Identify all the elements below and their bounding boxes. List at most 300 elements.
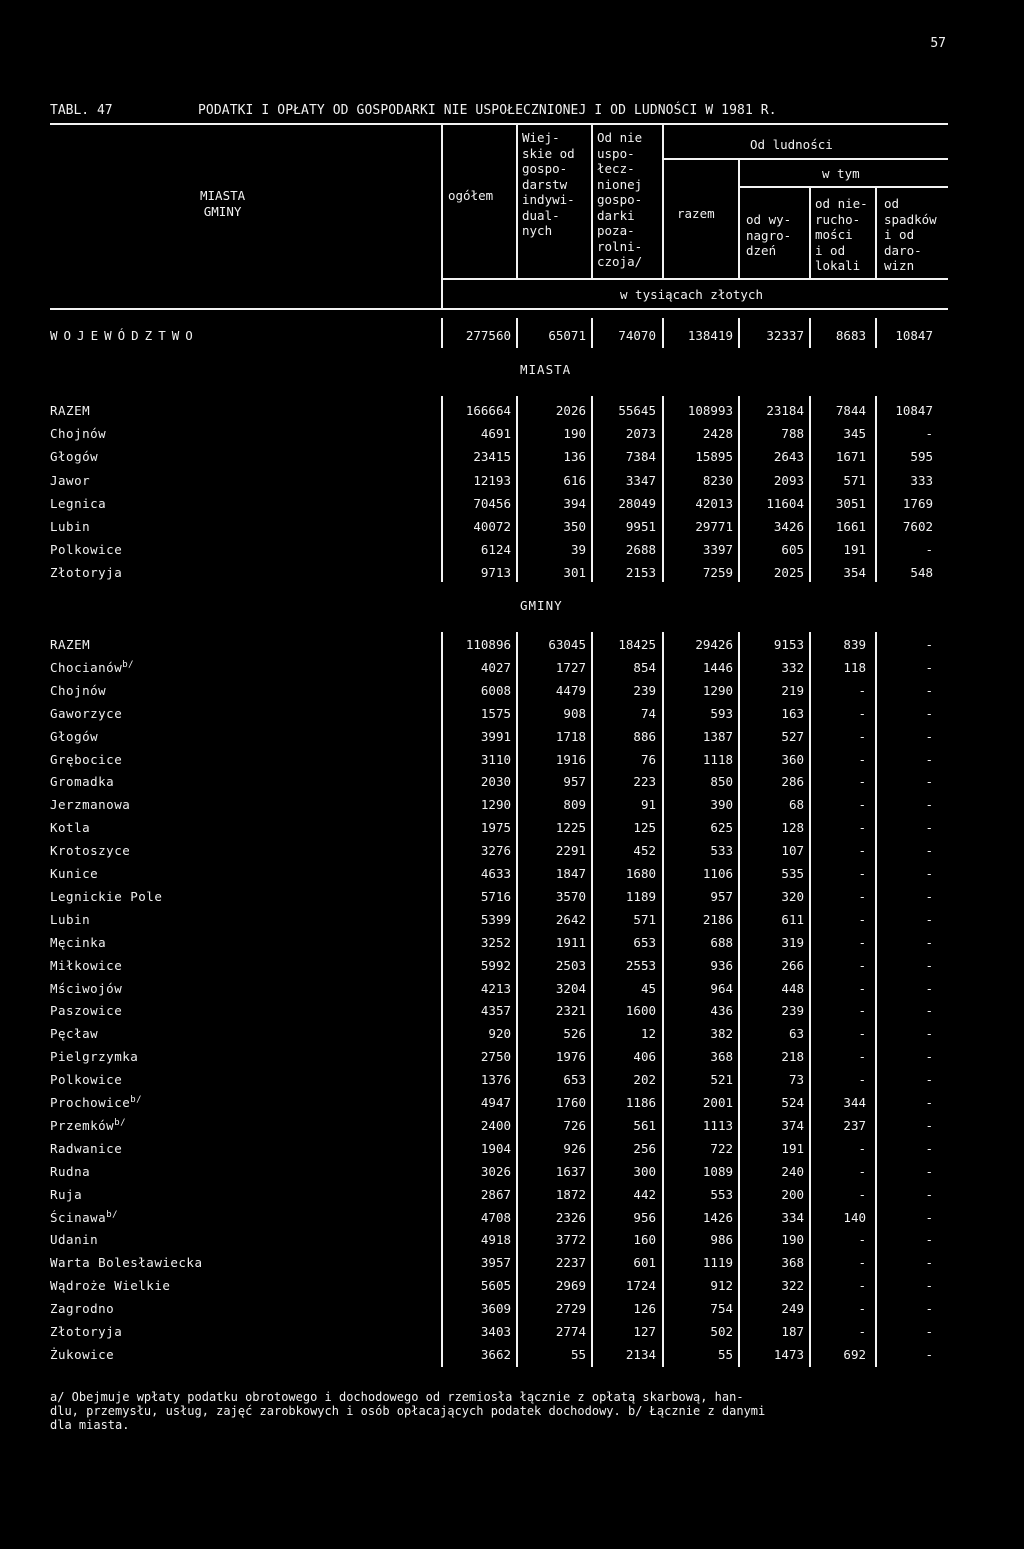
gmina-row-name-text: Udanin	[50, 1232, 99, 1248]
gmina-row-name-text: Męcinka	[50, 934, 107, 950]
gmina-row-cell: -	[925, 843, 933, 859]
town-row-cell: 7602	[902, 519, 933, 534]
gmina-row-cell: 286	[781, 774, 804, 790]
gmina-row-cell: 237	[843, 1117, 866, 1133]
gmina-row-cell: -	[858, 1278, 866, 1294]
gmina-row-cell: 6008	[480, 682, 511, 698]
gmina-row-cell: 322	[781, 1278, 804, 1294]
town-row-cell: 23184	[766, 403, 804, 418]
gmina-row-cell: -	[858, 1163, 866, 1179]
gmina-row-cell: 1847	[555, 866, 586, 881]
header-col-divider	[738, 160, 740, 278]
town-row-name-text: Głogów	[50, 449, 99, 465]
gmina-row-name-text: Zagrodno	[50, 1301, 115, 1317]
gmina-row-name	[50, 1026, 98, 1041]
gmina-row-cell: 4918	[480, 1232, 511, 1248]
gmina-row-cell: 3252	[480, 934, 511, 950]
gmina-row-name	[50, 1232, 98, 1247]
gmina-row-name	[50, 1347, 114, 1362]
gmina-row-cell: 140	[843, 1209, 866, 1225]
header-col-divider	[441, 125, 443, 308]
voivodeship-cell: 10847	[895, 328, 933, 343]
header-od-nieuspolecznionej: Od nie uspo- łecz- nionej gospo- darki poza- rolni- czoja/	[597, 130, 643, 269]
gmina-row-cell: 125	[633, 820, 656, 836]
gmina-row-cell: -	[925, 820, 933, 836]
gmina-row-cell: 3204	[555, 980, 586, 996]
gmina-row-name	[50, 1324, 122, 1339]
gmina-row-cell: -	[925, 1186, 933, 1202]
gmina-row-cell: 571	[633, 911, 656, 927]
gmina-row-name	[50, 1164, 90, 1179]
gmina-row-cell: 5399	[480, 911, 511, 927]
gmina-row-cell: 1089	[702, 1163, 733, 1179]
town-row-cell: 301	[563, 565, 586, 581]
gmina-row-cell: 219	[781, 682, 804, 698]
town-row-cell: 2025	[773, 565, 804, 581]
gmina-row-cell: 320	[781, 888, 804, 904]
gmina-row-cell: 74	[640, 705, 656, 721]
gmina-row-cell: 1290	[480, 797, 511, 813]
gmina-row-cell: 688	[710, 934, 733, 950]
gmina-row-cell: 854	[633, 659, 656, 675]
town-row-cell: 354	[843, 565, 866, 581]
gmina-row-cell: -	[858, 911, 866, 927]
voivodeship-cell: 65071	[548, 328, 586, 343]
gmina-row-cell: -	[858, 888, 866, 904]
gmina-row-cell: 593	[710, 705, 733, 721]
gmina-row-name-text: Rudna	[50, 1163, 91, 1179]
town-row-cell: 9713	[480, 565, 511, 581]
gmina-row-footnote-mark: b/	[106, 1209, 119, 1220]
gmina-row-cell: 332	[781, 659, 804, 675]
gmina-row-name	[50, 774, 114, 789]
gmina-row-cell: 2326	[555, 1209, 586, 1225]
town-row-cell: 1671	[835, 449, 866, 465]
town-row-cell: 7384	[625, 449, 656, 465]
town-row-cell: 548	[910, 565, 933, 581]
town-row-cell: 394	[563, 495, 586, 511]
voivodeship-cell: 138419	[687, 328, 733, 343]
gmina-row-cell: 436	[710, 1003, 733, 1019]
gmina-row-cell: -	[925, 1278, 933, 1294]
gmina-row-cell: 163	[781, 705, 804, 721]
header-stub: MIASTA GMINY	[200, 188, 246, 219]
gmina-row-cell: -	[858, 1186, 866, 1202]
gmina-row-cell: 1376	[480, 1072, 511, 1088]
town-row-name	[50, 519, 90, 534]
gmina-row-cell: -	[925, 888, 933, 904]
gmina-row-cell: 9153	[773, 637, 804, 652]
town-row-cell: 2688	[625, 542, 656, 558]
gmina-row-cell: -	[925, 957, 933, 973]
town-row-cell: 8230	[702, 472, 733, 488]
gmina-row-name-text: RAZEM	[50, 637, 91, 652]
gmina-row-cell: -	[925, 1255, 933, 1271]
gmina-row-cell: -	[925, 1163, 933, 1179]
gmina-row-cell: 4633	[480, 866, 511, 881]
gmina-row-cell: -	[925, 911, 933, 927]
gmina-row-name-text: Legnickie Pole	[50, 888, 163, 904]
gmina-row-name	[50, 1049, 138, 1064]
header-col-divider	[875, 188, 877, 278]
gmina-row-cell: 3957	[480, 1255, 511, 1271]
town-row-cell: 3426	[773, 519, 804, 534]
gmina-row-name-text: Paszowice	[50, 1003, 123, 1019]
gmina-row-cell: 1976	[555, 1049, 586, 1065]
gmina-row-name	[50, 935, 106, 950]
gmina-row-cell: 2553	[625, 957, 656, 973]
gmina-row-cell: 2237	[555, 1255, 586, 1271]
gmina-row-cell: -	[925, 980, 933, 996]
town-row-cell: 2093	[773, 472, 804, 488]
gmina-row-cell: 5716	[480, 888, 511, 904]
gmina-row-name	[50, 820, 90, 835]
gmina-row-cell: 319	[781, 934, 804, 950]
town-row-cell: 2153	[625, 565, 656, 581]
gmina-row-name	[50, 1187, 82, 1202]
header-wynagrodzen: od wy- nagro- dzeń	[746, 212, 792, 258]
gmina-row-cell: 754	[710, 1301, 733, 1317]
gmina-row-cell: -	[925, 751, 933, 767]
gmina-row-cell: -	[925, 1324, 933, 1339]
town-row-cell: 136	[563, 449, 586, 465]
gmina-row-name-text: Grębocice	[50, 751, 123, 767]
gmina-row-cell: -	[925, 637, 933, 652]
gmina-row-cell: -	[925, 1095, 933, 1110]
gmina-row-name	[50, 637, 90, 652]
gmina-row-cell: -	[925, 1346, 933, 1362]
gmina-row-cell: 2969	[555, 1278, 586, 1294]
town-row-cell: 7259	[702, 565, 733, 581]
gmina-row-cell: 127	[633, 1324, 656, 1339]
gmina-row-cell: 986	[710, 1232, 733, 1248]
gmina-row-cell: 187	[781, 1324, 804, 1339]
gmina-row-cell: 926	[563, 1140, 586, 1156]
town-row-cell: 55645	[618, 403, 656, 418]
gmina-row-cell: 533	[710, 843, 733, 859]
town-row-cell: 345	[843, 426, 866, 442]
gmina-row-name-text: Miłkowice	[50, 957, 123, 973]
ludnosci-rule	[662, 158, 948, 160]
gmina-row-name-text: Mściwojów	[50, 980, 123, 996]
gmina-row-name-text: Krotoszyce	[50, 843, 131, 859]
header-w-tym: w tym	[822, 166, 860, 181]
town-row-cell: 11604	[766, 495, 804, 511]
gmina-row-cell: 1290	[702, 682, 733, 698]
voivodeship-cell: 8683	[835, 328, 866, 343]
gmina-row-cell: 3991	[480, 728, 511, 744]
town-row-cell: 616	[563, 472, 586, 488]
gmina-row-cell: -	[925, 797, 933, 813]
gmina-row-name-text: Radwanice	[50, 1140, 123, 1156]
gmina-row-cell: 239	[633, 682, 656, 698]
gmina-row-cell: 1904	[480, 1140, 511, 1156]
gmina-row-cell: 850	[710, 774, 733, 790]
gmina-row-cell: 1911	[555, 934, 586, 950]
gmina-row-cell: 4708	[480, 1209, 511, 1225]
gmina-row-cell: 1600	[625, 1003, 656, 1019]
gmina-row-cell: 73	[788, 1072, 804, 1088]
gmina-row-name	[50, 1141, 122, 1156]
gmina-row-cell: -	[858, 1049, 866, 1065]
town-row-cell: 15895	[695, 449, 733, 465]
gmina-row-cell: 2400	[480, 1117, 511, 1133]
gmina-row-cell: 249	[781, 1301, 804, 1317]
gmina-row-cell: 240	[781, 1163, 804, 1179]
gmina-row-name-text: Gromadka	[50, 774, 115, 790]
gmina-row-cell: 1113	[702, 1117, 733, 1133]
gmina-row-footnote-mark: b/	[130, 1095, 143, 1105]
gmina-row-cell: -	[858, 1324, 866, 1339]
gmina-row-cell: 527	[781, 728, 804, 744]
header-ogolem: ogółem	[448, 188, 494, 203]
gmina-row-cell: 2001	[702, 1095, 733, 1110]
header-unit: w tysiącach złotych	[620, 287, 763, 302]
gmina-row-name-text: Kotla	[50, 820, 91, 836]
gmina-row-name-text: Polkowice	[50, 1072, 123, 1088]
gmina-row-cell: 920	[488, 1026, 511, 1042]
gmina-row-cell: -	[858, 957, 866, 973]
gmina-row-cell: -	[925, 1117, 933, 1133]
town-row-name	[50, 473, 90, 488]
town-row-cell: 29771	[695, 519, 733, 534]
gmina-row-cell: -	[925, 1072, 933, 1088]
gmina-row-name-text: Kunice	[50, 866, 99, 881]
gmina-row-name	[50, 797, 130, 812]
gmina-row-cell: 2291	[555, 843, 586, 859]
gmina-row-cell: 1186	[625, 1095, 656, 1110]
gmina-row-name-text: Chojnów	[50, 682, 107, 698]
gmina-row-cell: 1575	[480, 705, 511, 721]
gmina-row-cell: -	[858, 980, 866, 996]
town-row-name	[50, 403, 90, 418]
gmina-row-cell: -	[858, 1003, 866, 1019]
town-row-cell: -	[925, 542, 933, 558]
gmina-row-name-text: Ścinawa	[50, 1209, 107, 1225]
gmina-row-name	[50, 889, 162, 904]
gmina-row-cell: 191	[781, 1140, 804, 1156]
town-row-cell: 166664	[465, 403, 511, 418]
gmina-row-cell: 2750	[480, 1049, 511, 1065]
table-title: PODATKI I OPŁATY OD GOSPODARKI NIE USPOŁECZNIONEJ I OD LUDNOŚCI W 1981 R.	[198, 103, 777, 118]
town-row-cell: 605	[781, 542, 804, 558]
gmina-row-cell: 218	[781, 1049, 804, 1065]
gmina-row-cell: 1189	[625, 888, 656, 904]
gmina-row-cell: -	[858, 1301, 866, 1317]
town-row-cell: 2026	[555, 403, 586, 418]
header-od-ludnosci: Od ludności	[750, 137, 833, 152]
gmina-row-cell: 726	[563, 1117, 586, 1133]
gmina-row-name-text: Pęcław	[50, 1026, 99, 1042]
gmina-row-cell: 29426	[695, 637, 733, 652]
gmina-row-cell: -	[925, 728, 933, 744]
gmina-row-cell: 368	[781, 1255, 804, 1271]
town-row-cell: 3397	[702, 542, 733, 558]
gmina-row-cell: -	[858, 1026, 866, 1042]
gmina-row-cell: 1724	[625, 1278, 656, 1294]
gmina-row-cell: 653	[563, 1072, 586, 1088]
town-row-cell: 595	[910, 449, 933, 465]
gmina-row-cell: 957	[563, 774, 586, 790]
gmina-row-cell: 55	[717, 1346, 733, 1362]
gmina-row-cell: 1718	[555, 728, 586, 744]
town-row-cell: 6124	[480, 542, 511, 558]
gmina-row-cell: 3026	[480, 1163, 511, 1179]
gmina-row-name	[50, 1095, 142, 1110]
gmina-row-cell: 1637	[555, 1163, 586, 1179]
gmina-row-cell: -	[925, 682, 933, 698]
town-row-name-text: RAZEM	[50, 403, 91, 418]
gmina-row-cell: -	[858, 1072, 866, 1088]
gmina-row-cell: 442	[633, 1186, 656, 1202]
gmina-row-cell: 118	[843, 659, 866, 675]
gmina-row-cell: 692	[843, 1346, 866, 1362]
town-row-cell: 3347	[625, 472, 656, 488]
gmina-row-name-text: Gaworzyce	[50, 705, 123, 721]
gmina-row-cell: -	[925, 1301, 933, 1317]
gmina-row-cell: 553	[710, 1186, 733, 1202]
gmina-row-cell: 2867	[480, 1186, 511, 1202]
header-col-divider	[809, 188, 811, 278]
gmina-row-cell: 535	[781, 866, 804, 881]
town-row-cell: 3051	[835, 495, 866, 511]
gmina-row-cell: 3772	[555, 1232, 586, 1248]
gmina-row-cell: 1426	[702, 1209, 733, 1225]
gmina-row-cell: 107	[781, 843, 804, 859]
town-row-cell: 108993	[687, 403, 733, 418]
gmina-row-cell: -	[858, 751, 866, 767]
town-row-name-text: Chojnów	[50, 426, 107, 442]
gmina-row-name	[50, 729, 98, 744]
town-row-name	[50, 542, 122, 557]
gmina-row-cell: 4479	[555, 682, 586, 698]
town-row-cell: 2073	[625, 426, 656, 442]
gmina-row-cell: 452	[633, 843, 656, 859]
town-row-cell: 191	[843, 542, 866, 558]
gmina-row-cell: -	[858, 728, 866, 744]
gmina-row-cell: 256	[633, 1140, 656, 1156]
town-row-name	[50, 449, 98, 464]
header-spadkow: od spadków i od daro- wizn	[884, 196, 937, 273]
gmina-row-name-text: Żukowice	[50, 1346, 115, 1362]
gmina-row-name	[50, 706, 122, 721]
gmina-row-cell: 2321	[555, 1003, 586, 1019]
town-row-cell: 2643	[773, 449, 804, 465]
voivodeship-cell: 74070	[618, 328, 656, 343]
gmina-row-cell: 2503	[555, 957, 586, 973]
gmina-row-name	[50, 1278, 170, 1293]
gmina-row-cell: -	[858, 843, 866, 859]
unit-rule	[441, 278, 948, 280]
gmina-row-cell: 2642	[555, 911, 586, 927]
town-row-name-text: Polkowice	[50, 542, 123, 558]
gmina-row-cell: 300	[633, 1163, 656, 1179]
gmina-row-name-text: Przemków	[50, 1118, 115, 1134]
wtym-rule	[738, 186, 948, 188]
town-row-cell: 350	[563, 519, 586, 534]
gmina-row-cell: 160	[633, 1232, 656, 1248]
gmina-row-name	[50, 1072, 122, 1087]
gmina-row-name	[50, 1210, 118, 1225]
town-row-cell: 7844	[835, 403, 866, 418]
gmina-row-cell: 334	[781, 1209, 804, 1225]
gmina-row-name-text: Wądroże Wielkie	[50, 1278, 171, 1294]
town-row-cell: 12193	[473, 472, 511, 488]
town-row-name	[50, 565, 122, 580]
town-row-cell: 1661	[835, 519, 866, 534]
header-top-rule	[50, 123, 948, 125]
town-row-cell: 4691	[480, 426, 511, 442]
gmina-row-cell: -	[858, 1255, 866, 1271]
gmina-row-cell: 1727	[555, 659, 586, 675]
gmina-row-name	[50, 752, 122, 767]
gmina-row-cell: 374	[781, 1117, 804, 1133]
gmina-row-cell: 601	[633, 1255, 656, 1271]
gmina-row-cell: 1680	[625, 866, 656, 881]
table-label: TABL. 47	[50, 103, 113, 118]
town-row-name	[50, 496, 106, 511]
gmina-row-cell: 266	[781, 957, 804, 973]
gmina-row-cell: 957	[710, 888, 733, 904]
gmina-row-cell: 2030	[480, 774, 511, 790]
town-row-cell: 1769	[902, 495, 933, 511]
gmina-row-cell: 1872	[555, 1186, 586, 1202]
gmina-row-cell: 3276	[480, 843, 511, 859]
gmina-row-cell: 4213	[480, 980, 511, 996]
gmina-row-cell: 2774	[555, 1324, 586, 1339]
gmina-row-cell: 202	[633, 1072, 656, 1088]
gmina-row-cell: 5605	[480, 1278, 511, 1294]
gmina-row-cell: 1446	[702, 659, 733, 675]
gmina-row-cell: 3609	[480, 1301, 511, 1317]
gmina-row-name	[50, 912, 90, 927]
gmina-row-cell: 1916	[555, 751, 586, 767]
voivodeship-label: WOJEWÓDZTWO	[50, 328, 199, 343]
gmina-row-cell: 1387	[702, 728, 733, 744]
gmina-row-cell: 1473	[773, 1346, 804, 1362]
gmina-row-name-text: Lubin	[50, 911, 91, 927]
gmina-row-cell: -	[858, 774, 866, 790]
gmina-row-cell: 611	[781, 911, 804, 927]
town-row-cell: 28049	[618, 495, 656, 511]
gmina-row-name	[50, 660, 134, 675]
gmina-row-name	[50, 1118, 126, 1133]
gmina-row-cell: -	[858, 1140, 866, 1156]
town-row-cell: 42013	[695, 495, 733, 511]
gmina-row-cell: 1119	[702, 1255, 733, 1271]
gmina-row-cell: 68	[788, 797, 804, 813]
gmina-row-name-text: Ruja	[50, 1186, 83, 1202]
header-nieruchomosci: od nie- rucho- mości i od lokali	[815, 196, 868, 273]
gmina-row-cell: 390	[710, 797, 733, 813]
gmina-row-cell: 964	[710, 980, 733, 996]
gmina-row-cell: 839	[843, 637, 866, 652]
town-row-cell: -	[925, 426, 933, 442]
gmina-row-cell: 886	[633, 728, 656, 744]
gmina-row-name-text: Prochowice	[50, 1095, 131, 1111]
gmina-row-cell: 55	[570, 1346, 586, 1362]
section-towns: MIASTA	[520, 362, 572, 377]
section-gminas: GMINY	[520, 598, 563, 613]
gmina-row-cell: 526	[563, 1026, 586, 1042]
gmina-row-cell: -	[925, 1140, 933, 1156]
gmina-row-name	[50, 958, 122, 973]
gmina-row-cell: 809	[563, 797, 586, 813]
gmina-row-cell: 45	[640, 980, 656, 996]
town-row-cell: 39	[570, 542, 586, 558]
gmina-row-footnote-mark: b/	[114, 1117, 127, 1128]
gmina-row-cell: 5992	[480, 957, 511, 973]
